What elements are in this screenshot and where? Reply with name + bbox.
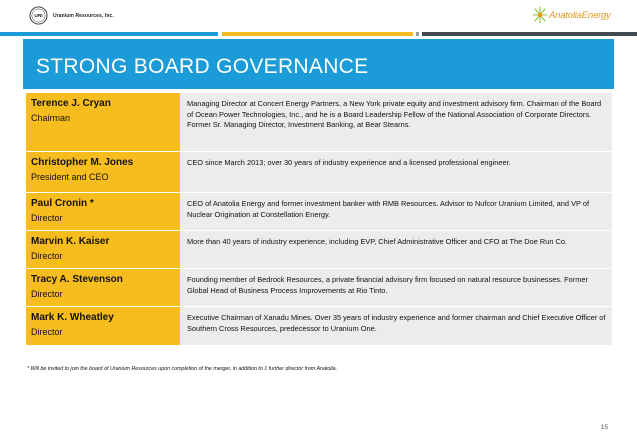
board-row: [26, 269, 612, 307]
company-name-right-suffix: Energy: [581, 9, 611, 21]
member-name: Christopher M. Jones: [31, 157, 134, 168]
member-bio: Founding member of Bedrock Resources, a private financial advisory firm focused on natural resource businesses. Former Global Head of Business Process Improvements at Rio Tinto.: [187, 275, 588, 295]
seal-text: URI: [34, 14, 43, 20]
member-bio: Managing Director at Concert Energy Partners, a New York private equity and investment advisory firm. Chairman of the Board of Ocean Power Technologies, Inc., and he is a Board Leadership Fellow of the National Association of Corporate Directors. Former Sr. Managing Director, Investment Banking, at Bear Stearns.: [187, 99, 602, 130]
member-role: Director: [31, 213, 63, 223]
uri-logo: [29, 6, 114, 25]
member-cell: [26, 307, 180, 345]
stripe-blue: [0, 32, 218, 36]
board-row: [26, 307, 612, 346]
member-name: Marvin K. Kaiser: [31, 236, 110, 247]
member-cell: [26, 269, 180, 306]
member-role: Director: [31, 251, 63, 261]
member-bio: Executive Chairman of Xanadu Mines. Over 35 years of industry experience and former chairman and Chief Executive Officer of Southern Cross Resources, predecessor to Uranium One.: [187, 313, 606, 333]
stripe-gray: [416, 32, 419, 36]
anatolia-logo: [532, 6, 611, 24]
bio-cell: [180, 152, 612, 192]
member-cell: [26, 193, 180, 230]
member-role: Chairman: [31, 113, 71, 123]
starburst-icon: [532, 6, 548, 24]
bio-cell: [180, 307, 612, 345]
bio-cell: [180, 269, 612, 306]
member-role: Director: [31, 327, 63, 337]
member-name: Terence J. Cryan: [31, 98, 111, 109]
member-cell: [26, 93, 180, 151]
slide-header: [0, 0, 637, 32]
board-row: [26, 152, 612, 193]
color-stripes: [0, 32, 637, 36]
board-row: [26, 231, 612, 269]
company-name-right: [549, 10, 611, 21]
footnote: * Will be invited to join the board of Uranium Resources upon completion of the merger, in addition to 1 further director from Anatolia.: [27, 366, 338, 372]
member-name: Tracy A. Stevenson: [31, 274, 123, 285]
uri-seal-icon: [29, 6, 48, 25]
member-name: Mark K. Wheatley: [31, 312, 114, 323]
member-bio: More than 40 years of industry experience, including EVP, Chief Administrative Officer and CFO at The Doe Run Co.: [187, 237, 567, 246]
page-title: STRONG BOARD GOVERNANCE: [36, 55, 369, 78]
board-row: [26, 93, 612, 152]
title-banner: [23, 39, 614, 89]
member-cell: [26, 152, 180, 192]
board-row: [26, 193, 612, 231]
member-cell: [26, 231, 180, 268]
bio-cell: [180, 93, 612, 151]
bio-cell: [180, 193, 612, 230]
board-table: [26, 93, 612, 346]
member-name: Paul Cronin *: [31, 198, 94, 209]
company-name-right-prefix: Anatolia: [549, 9, 582, 21]
page-number: 15: [600, 424, 608, 431]
company-name-left: Uranium Resources, Inc.: [53, 12, 114, 19]
member-role: President and CEO: [31, 172, 109, 182]
member-bio: CEO of Anatolia Energy and former investment banker with RMB Resources. Advisor to Nufcor Uranium Limited, and VP of Nuclear Origination at Constellation Energy.: [187, 199, 590, 219]
stripe-gold: [222, 32, 413, 36]
stripe-dark: [422, 32, 637, 36]
bio-cell: [180, 231, 612, 268]
member-role: Director: [31, 289, 63, 299]
member-bio: CEO since March 2013; over 30 years of industry experience and a licensed professional engineer.: [187, 158, 511, 167]
